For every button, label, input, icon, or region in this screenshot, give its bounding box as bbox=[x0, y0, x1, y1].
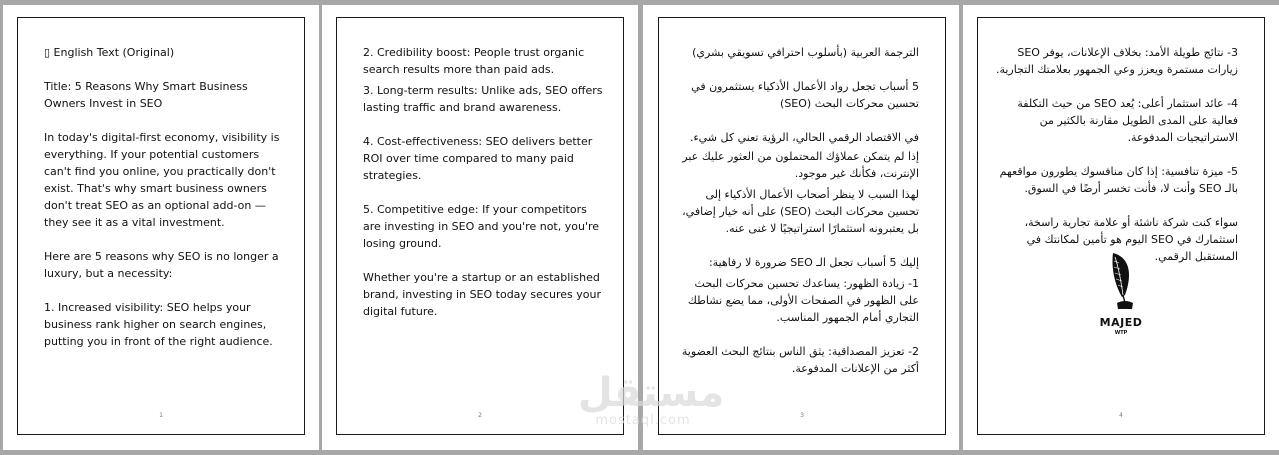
page-2-reason-2: 2. Credibility boost: People trust organic search results more than paid ads. bbox=[363, 46, 585, 76]
page-2-reason-3: 3. Long-term results: Unlike ads, SEO offers lasting traffic and brand awareness. bbox=[363, 84, 603, 114]
page-2-reason-4: 4. Cost-effectiveness: SEO delivers better ROI over time compared to many paid strategies. bbox=[363, 135, 593, 182]
quill-icon bbox=[1103, 251, 1139, 311]
watermark-url: mostaql.com bbox=[595, 413, 691, 428]
logo bbox=[1086, 251, 1156, 337]
page-3-heading: الترجمة العربية (بأسلوب احترافي تسويقي بشري) bbox=[692, 46, 919, 59]
watermark bbox=[578, 370, 725, 428]
page-1-lead: Here are 5 reasons why SEO is no longer a luxury, but a necessity: bbox=[44, 250, 279, 280]
page-3-title: 5 أسباب تجعل رواد الأعمال الأذكياء يستثمرون في تحسين محركات البحث (SEO) bbox=[691, 80, 919, 110]
page-number: 4 bbox=[1119, 412, 1123, 419]
page-4-reason-3: 3- نتائج طويلة الأمد: بخلاف الإعلانات، يوفر SEO زيارات مستمرة ويعزز وعي الجمهور بعلامتك التجارية. bbox=[995, 46, 1238, 76]
logo-subtitle: WTP bbox=[1114, 330, 1128, 336]
page-3-intro-3: لهذا السبب لا ينظر أصحاب الأعمال الأذكياء إلى تحسين محركات البحث (SEO) على أنه خيار إضافي، بل يعتبرونه استثمارًا استراتيجيًا لا غنى عنه. bbox=[682, 188, 919, 235]
page-1-intro: In today's digital-first economy, visibility is everything. If your potential customers can't find you online, you practically don't exist. That's why smart business owners don't treat SEO as an optional add-on — they see it as a vital investment. bbox=[44, 131, 280, 229]
page-2-closing: Whether you're a startup or an established brand, investing in SEO today secures your digital future. bbox=[363, 271, 601, 318]
page-number: 3 bbox=[800, 412, 804, 419]
watermark-logo-text: مستقل bbox=[578, 370, 725, 416]
page-4-reason-4: 4- عائد استثمار أعلى: يُعد SEO من حيث التكلفة فعالية على المدى الطويل مقارنة بالكثير من الاستراتيجيات المدفوعة. bbox=[1017, 97, 1238, 144]
logo-name: MAJED bbox=[1099, 316, 1143, 329]
page-3-intro-2: إذا لم يتمكن عملاؤك المحتملون من العثور عليك عبر الإنترنت، فكأنك غير موجود. bbox=[682, 150, 919, 180]
page-1-heading: ▯ English Text (Original) bbox=[44, 46, 175, 59]
page-3-reason-1: 1- زيادة الظهور: يساعدك تحسين محركات البحث على الظهور في الصفحات الأولى، مما يضع نشاطك التجاري أمام الجمهور المناسب. bbox=[687, 277, 919, 324]
page-1-reason-1: 1. Increased visibility: SEO helps your business rank higher on search engines, putting you in front of the right audience. bbox=[44, 301, 273, 348]
page-3-reason-2: 2- تعزيز المصداقية: يثق الناس بنتائج البحث العضوية أكثر من الإعلانات المدفوعة. bbox=[681, 345, 919, 375]
page-4-closing: سواء كنت شركة ناشئة أو علامة تجارية راسخة، استثمارك في SEO اليوم هو تأمين لمكانتك في المستقبل الرقمي. bbox=[1024, 216, 1238, 263]
page-number: 1 bbox=[159, 412, 163, 419]
page-1-title: Title: 5 Reasons Why Smart Business Owners Invest in SEO bbox=[44, 80, 248, 110]
page-3-intro-1: في الاقتصاد الرقمي الحالي، الرؤية تعني كل شيء. bbox=[689, 131, 919, 144]
page-number: 2 bbox=[478, 412, 482, 419]
page-4-reason-5: 5- ميزة تنافسية: إذا كان منافسوك يطورون مواقعهم بالـ SEO وأنت لا، فأنت تخسر أرضًا في السوق. bbox=[999, 165, 1238, 195]
page-4 bbox=[977, 17, 1265, 435]
page-3-lead: إليك 5 أسباب تجعل الـ SEO ضرورة لا رفاهية: bbox=[708, 256, 919, 269]
page-2-reason-5: 5. Competitive edge: If your competitors are investing in SEO and you're not, you're losing ground. bbox=[363, 203, 600, 250]
page-1 bbox=[17, 17, 305, 435]
